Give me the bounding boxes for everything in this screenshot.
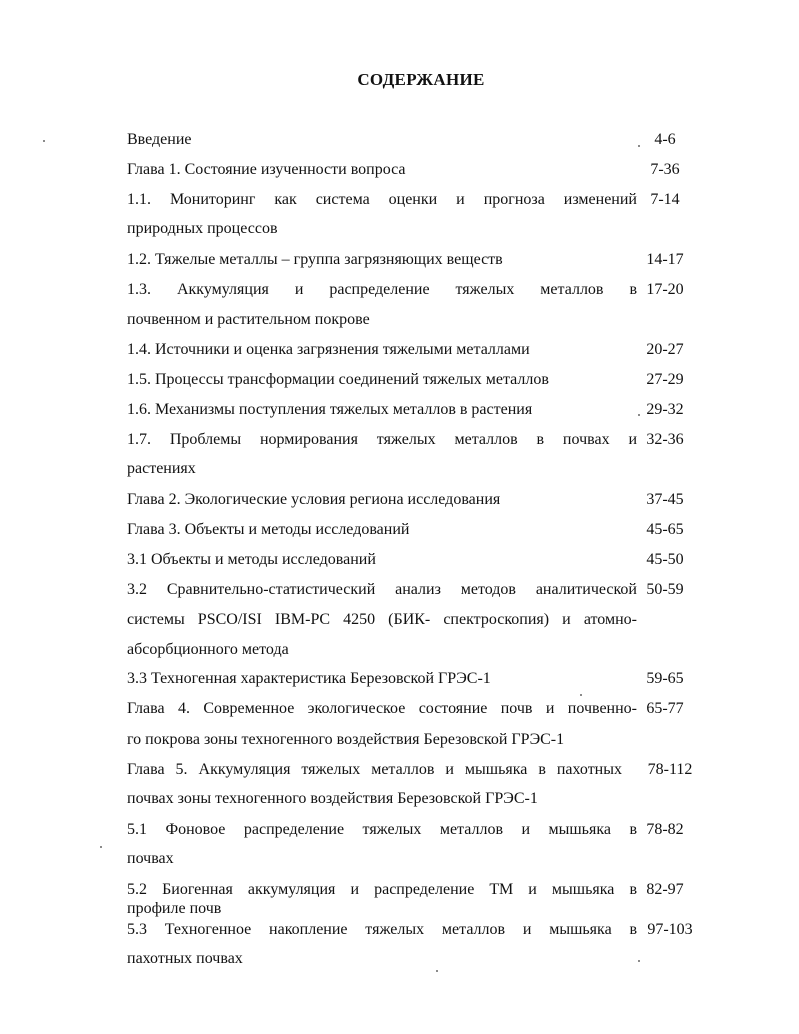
scan-speck — [100, 846, 102, 848]
toc-entry-pages: 78-82 — [646, 821, 684, 838]
toc-entry-pages: 17-20 — [646, 281, 684, 298]
toc-entry-text: системы PSCO/ISI IBM-PC 4250 (БИК- спектроскопия) и атомно- — [127, 611, 638, 628]
toc-entry-text: Глава 1. Состояние изученности вопроса — [127, 161, 406, 178]
toc-entry-text: 5.3 Техногенное накопление тяжелых металлов и мышьяка в — [127, 921, 637, 938]
toc-entry-text: 1.7. Проблемы нормирования тяжелых металлов в почвах и — [127, 431, 637, 448]
toc-entry-text: природных процессов — [127, 220, 278, 237]
toc-entry-pages: 97-103 — [647, 921, 693, 938]
toc-entry-text: Глава 3. Объекты и методы исследований — [127, 521, 410, 538]
toc-entry-pages: 4-6 — [654, 131, 676, 148]
toc-entry-text: растениях — [127, 460, 196, 477]
toc-entry-text: Глава 2. Экологические условия региона исследования — [127, 491, 501, 508]
page-title: СОДЕРЖАНИЕ — [357, 70, 485, 89]
scan-speck — [580, 694, 582, 696]
scan-speck — [43, 140, 45, 142]
toc-entry-pages: 29-32 — [646, 401, 684, 418]
scan-speck — [638, 414, 640, 416]
toc-entry-pages: 50-59 — [646, 581, 684, 598]
toc-entry-text: 1.4. Источники и оценка загрязнения тяжелыми металлами — [127, 341, 530, 358]
toc-entry-text: 3.2 Сравнительно-статистический анализ методов аналитической — [127, 581, 637, 598]
toc-entry-text: Глава 5. Аккумуляция тяжелых металлов и мышьяка в пахотных — [127, 761, 622, 778]
toc-entry-pages: 65-77 — [646, 700, 684, 717]
toc-entry-pages: 32-36 — [646, 431, 684, 448]
toc-entry-text: 3.1 Объекты и методы исследований — [127, 551, 376, 568]
toc-entry-pages: 7-36 — [650, 161, 680, 178]
toc-entry-text: 1.5. Процессы трансформации соединений тяжелых металлов — [127, 371, 549, 388]
toc-entry-text: 1.1. Мониторинг как система оценки и прогноза изменений — [127, 191, 637, 208]
toc-entry-pages: 7-14 — [650, 191, 680, 208]
toc-entry-text: почвах — [127, 850, 174, 867]
toc-entry-pages: 20-27 — [646, 341, 684, 358]
scan-speck — [638, 145, 640, 147]
toc-entry-text: 5.1 Фоновое распределение тяжелых металлов и мышьяка в — [127, 821, 637, 838]
toc-entry-text: 1.6. Механизмы поступления тяжелых металлов в растения — [127, 401, 533, 418]
toc-entry-text: почвенном и растительном покрове — [127, 311, 370, 328]
toc-entry-text: 5.2 Биогенная аккумуляция и распределение ТМ и мышьяка в — [127, 881, 637, 898]
toc-entry-text: профиле почв — [127, 900, 222, 917]
toc-entry-text: 1.2. Тяжелые металлы – группа загрязняющих веществ — [127, 251, 503, 268]
toc-entry-text: го покрова зоны техногенного воздействия Березовской ГРЭС-1 — [127, 731, 565, 748]
toc-entry-text: Введение — [127, 131, 192, 148]
toc-entry-pages: 82-97 — [646, 881, 684, 898]
toc-entry-text: почвах зоны техногенного воздействия Березовской ГРЭС-1 — [127, 790, 538, 807]
toc-entry-pages: 45-65 — [646, 521, 684, 538]
toc-entry-pages: 59-65 — [646, 670, 684, 687]
toc-entry-text: 1.3. Аккумуляция и распределение тяжелых металлов в — [127, 281, 637, 298]
toc-entry-pages: 27-29 — [646, 371, 684, 388]
scan-speck — [436, 970, 438, 972]
toc-entry-pages: 45-50 — [646, 551, 684, 568]
toc-entry-text: Глава 4. Современное экологическое состояние почв и почвенно- — [127, 700, 637, 717]
toc-entry-pages: 37-45 — [646, 491, 684, 508]
toc-entry-text: 3.3 Техногенная характеристика Березовской ГРЭС-1 — [127, 670, 491, 687]
toc-entry-text: абсорбционного метода — [127, 641, 289, 658]
toc-entry-pages: 14-17 — [646, 251, 684, 268]
toc-entry-pages: 78-112 — [647, 761, 693, 778]
toc-entry-text: пахотных почвах — [127, 950, 243, 967]
scan-speck — [638, 960, 640, 962]
